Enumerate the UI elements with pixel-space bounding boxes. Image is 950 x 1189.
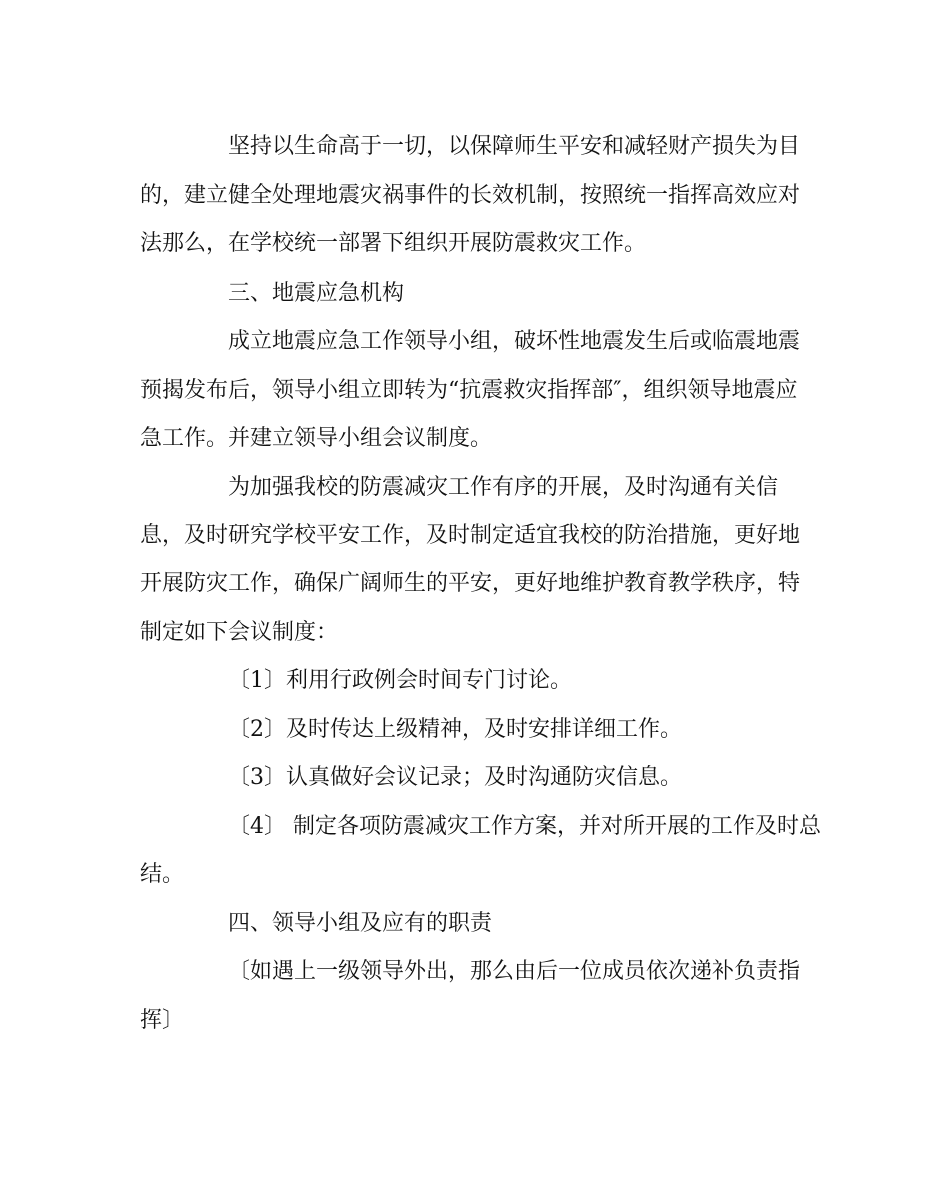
section-heading: 四、领导小组及应有的职责 — [228, 911, 493, 936]
section-heading: 三、地震应急机构 — [228, 281, 405, 306]
paragraph-line: 预揭发布后，领导小组立即转为“抗震救灾指挥部″，组织领导地震应 — [140, 378, 798, 403]
list-item: 〔2〕及时传达上级精神，及时安排详细工作。 — [228, 717, 682, 742]
paragraph-line: 坚持以生命高于一切，以保障师生平安和减轻财产损失为目 — [228, 134, 801, 159]
paragraph-line: 法那么，在学校统一部署下组织开展防震救灾工作。 — [140, 231, 647, 256]
paragraph-line: 开展防灾工作，确保广阔师生的平安，更好地维护教育教学秩序，特 — [140, 571, 801, 596]
paragraph-line: 急工作。并建立领导小组会议制度。 — [140, 426, 493, 451]
list-item: 〔3〕认真做好会议记录；及时沟通防灾信息。 — [228, 765, 682, 790]
paragraph-line: 结。 — [140, 862, 185, 887]
paragraph-line: 为加强我校的防震减灾工作有序的开展，及时沟通有关信 — [228, 475, 779, 500]
paragraph-line: 的，建立健全处理地震灾祸事件的长效机制，按照统一指挥高效应对 — [140, 183, 801, 208]
list-item: 〔4〕 制定各项防震减灾工作方案，并对所开展的工作及时总 — [228, 814, 821, 839]
paragraph-line: 挥〕 — [140, 1008, 185, 1033]
paragraph-line: 〔如遇上一级领导外出，那么由后一位成员依次递补负责指 — [228, 959, 801, 984]
paragraph-line: 成立地震应急工作领导小组，破坏性地震发生后或临震地震 — [228, 329, 801, 354]
list-item: 〔1〕利用行政例会时间专门讨论。 — [228, 668, 572, 693]
paragraph-line: 制定如下会议制度： — [140, 620, 339, 645]
paragraph-line: 息，及时研究学校平安工作，及时制定适宜我校的防治措施，更好地 — [140, 523, 801, 548]
